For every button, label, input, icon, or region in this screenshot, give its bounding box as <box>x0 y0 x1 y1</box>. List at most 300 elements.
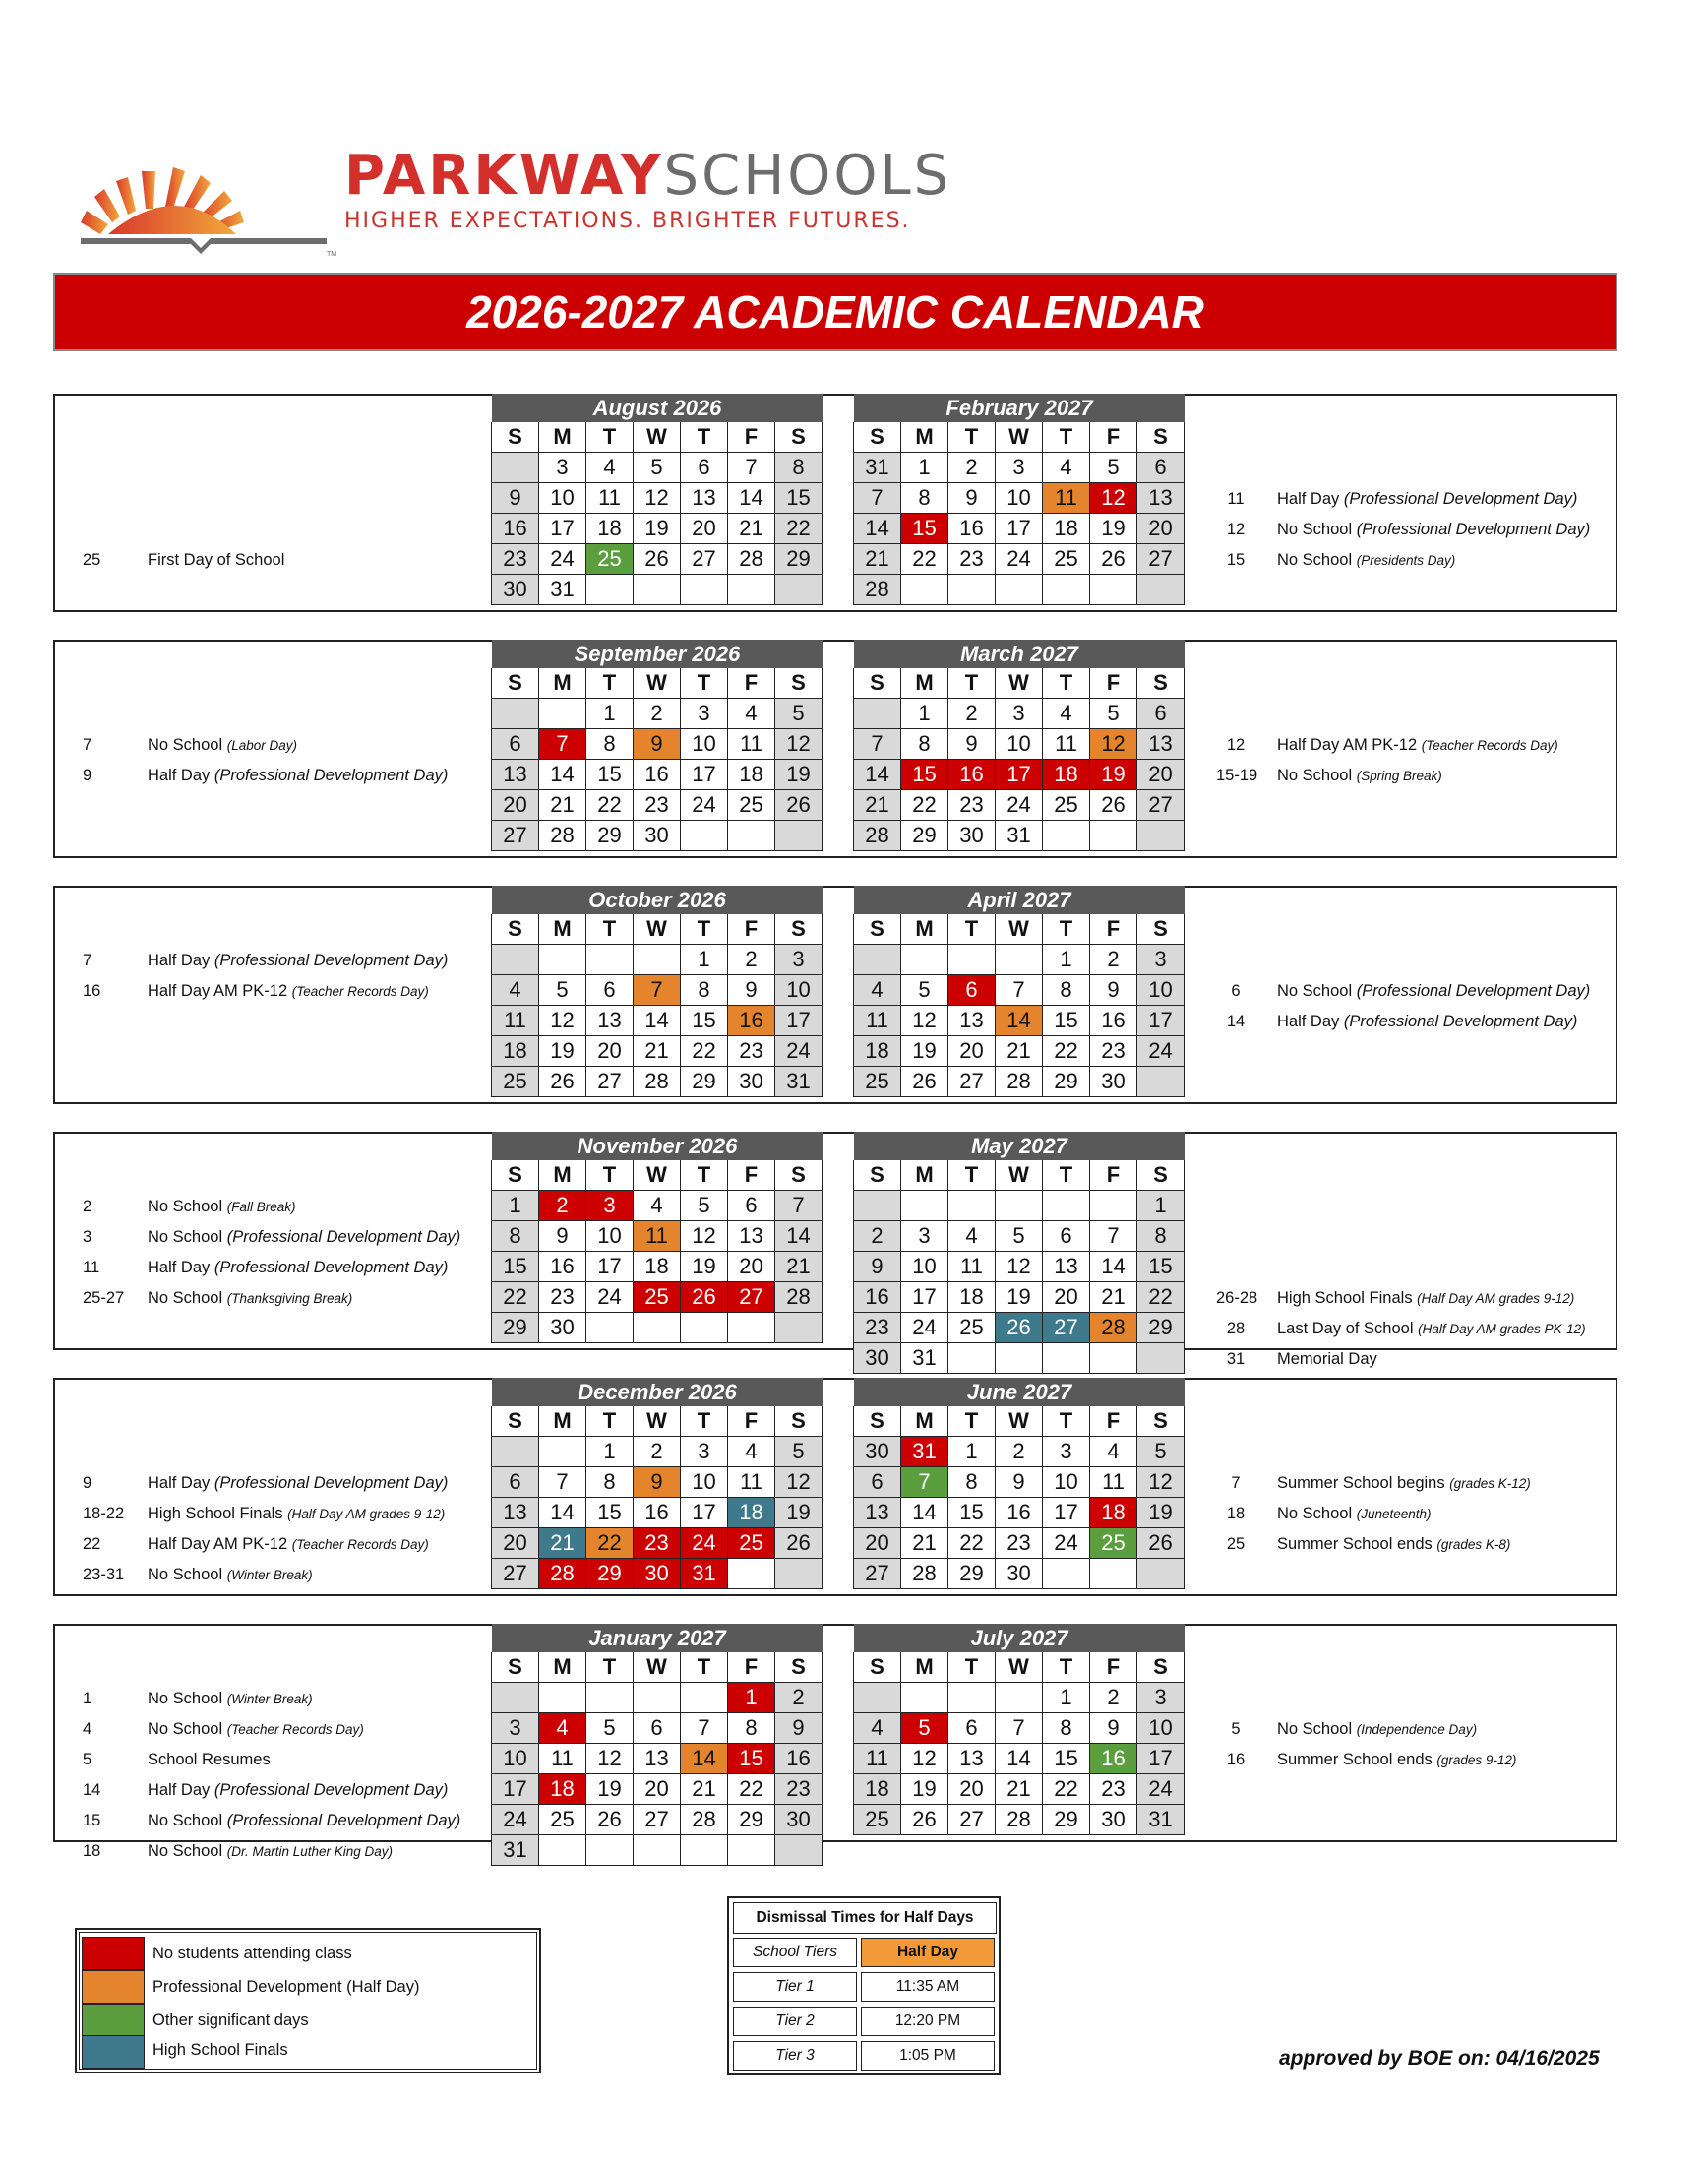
day-cell: 15 <box>947 1498 996 1528</box>
day-cell: 12 <box>774 1467 823 1498</box>
empty-day-cell <box>774 575 823 605</box>
weekday-header: F <box>727 1652 775 1683</box>
day-cell: 27 <box>947 1805 996 1835</box>
day-cell: 2 <box>1089 945 1137 975</box>
empty-day-cell <box>727 821 775 851</box>
legend-label: No students attending class <box>152 1945 352 1962</box>
note-date: 25 <box>83 551 101 569</box>
day-cell: 21 <box>853 544 901 575</box>
day-cell: 20 <box>1136 514 1185 544</box>
weekday-header: F <box>1089 668 1137 699</box>
month-calendar <box>854 1132 1185 1374</box>
day-cell: 27 <box>727 1282 775 1313</box>
day-cell: 20 <box>853 1528 901 1559</box>
day-cell: 29 <box>900 821 948 851</box>
note-label: Half Day <box>1277 490 1340 508</box>
note-text <box>1277 1529 1510 1560</box>
note-text <box>148 1836 393 1867</box>
calendar-note <box>83 1806 575 1836</box>
day-cell: 30 <box>727 1067 775 1097</box>
note-date: 5 <box>83 1751 92 1768</box>
note-detail: (Dr. Martin Luther King Day) <box>226 1844 394 1859</box>
legend-swatch-teal <box>82 2035 145 2069</box>
note-detail: (Professional Development Day) <box>214 1781 449 1799</box>
day-cell: 28 <box>853 575 901 605</box>
day-cell: 9 <box>947 729 996 760</box>
weekday-header: T <box>680 1652 728 1683</box>
day-cell: 3 <box>538 453 586 483</box>
day-cell: 15 <box>1136 1252 1185 1282</box>
note-text <box>1277 1714 1477 1745</box>
day-cell: 18 <box>1089 1498 1137 1528</box>
day-cell: 19 <box>995 1282 1043 1313</box>
day-cell: 9 <box>774 1713 823 1744</box>
empty-day-cell <box>900 1683 948 1713</box>
day-cell: 8 <box>900 729 948 760</box>
day-cell: 24 <box>1136 1036 1185 1067</box>
note-date: 7 <box>83 952 92 969</box>
day-cell: 5 <box>995 1221 1043 1252</box>
day-cell: 11 <box>853 1006 901 1036</box>
day-cell: 6 <box>727 1191 775 1221</box>
day-cell: 13 <box>680 483 728 514</box>
day-cell: 29 <box>727 1805 775 1835</box>
note-detail: (Professional Development Day) <box>1356 521 1591 538</box>
day-cell: 18 <box>538 1774 586 1805</box>
day-cell: 27 <box>1042 1313 1090 1343</box>
note-detail: (Half Day AM grades 9-12) <box>287 1507 446 1521</box>
day-cell: 4 <box>1042 453 1090 483</box>
note-detail: (Teacher Records Day) <box>291 984 429 999</box>
day-cell: 27 <box>853 1559 901 1589</box>
note-label: Half Day <box>148 1259 211 1276</box>
day-cell: 5 <box>1089 453 1137 483</box>
weekday-header: F <box>1089 422 1137 453</box>
note-label: Summer School begins <box>1277 1474 1445 1492</box>
note-detail: (Professional Development Day) <box>214 952 449 969</box>
day-cell: 22 <box>1042 1774 1090 1805</box>
day-cell: 3 <box>491 1713 539 1744</box>
weekday-header: S <box>774 1406 823 1437</box>
note-detail: (Professional Development Day) <box>1343 1013 1578 1030</box>
day-cell: 26 <box>633 544 681 575</box>
day-cell: 19 <box>1136 1498 1185 1528</box>
day-cell: 14 <box>538 1498 586 1528</box>
calendar-note <box>83 761 575 791</box>
day-cell: 3 <box>585 1191 634 1221</box>
day-cell: 17 <box>1136 1744 1185 1774</box>
weekday-header: W <box>633 914 681 945</box>
note-label: No School <box>1277 521 1353 538</box>
day-cell: 5 <box>1136 1437 1185 1467</box>
weekday-header: T <box>680 422 728 453</box>
note-label: No School <box>1277 982 1353 1000</box>
day-cell: 28 <box>538 1559 586 1589</box>
weekday-header: M <box>900 914 948 945</box>
day-cell: 8 <box>585 1467 634 1498</box>
empty-day-cell <box>774 1559 823 1589</box>
weekday-header: W <box>633 668 681 699</box>
day-cell: 25 <box>727 1528 775 1559</box>
month-title: October 2026 <box>492 886 823 914</box>
empty-day-cell <box>853 1191 901 1221</box>
note-date: 16 <box>1226 1751 1246 1768</box>
day-cell: 15 <box>491 1252 539 1282</box>
weekday-header: W <box>995 914 1043 945</box>
weekday-header: T <box>947 1406 996 1437</box>
day-cell: 18 <box>633 1252 681 1282</box>
weekday-header: T <box>947 914 996 945</box>
day-cell: 4 <box>585 453 634 483</box>
day-cell: 23 <box>947 790 996 821</box>
day-grid <box>854 699 1185 851</box>
day-cell: 21 <box>774 1252 823 1282</box>
legend-row-no-school <box>80 1937 536 1970</box>
day-cell: 24 <box>538 544 586 575</box>
empty-day-cell <box>900 575 948 605</box>
note-label: Memorial Day <box>1277 1350 1377 1368</box>
weekday-header: F <box>1089 1160 1137 1191</box>
day-cell: 14 <box>853 514 901 544</box>
day-cell: 23 <box>853 1313 901 1343</box>
note-detail: (Teacher Records Day) <box>291 1537 429 1552</box>
note-date: 18 <box>83 1842 101 1860</box>
note-detail: (Labor Day) <box>226 738 298 753</box>
day-cell: 8 <box>727 1713 775 1744</box>
month-title: March 2027 <box>854 640 1185 668</box>
day-cell: 24 <box>491 1805 539 1835</box>
weekday-header: S <box>1136 1406 1185 1437</box>
note-date: 25-27 <box>83 1289 125 1307</box>
weekday-header: S <box>1136 1652 1185 1683</box>
empty-day-cell <box>1136 821 1185 851</box>
day-cell: 11 <box>633 1221 681 1252</box>
day-cell: 16 <box>633 760 681 790</box>
day-cell: 24 <box>995 544 1043 575</box>
day-cell: 5 <box>774 699 823 729</box>
day-cell: 6 <box>491 1467 539 1498</box>
calendar-note <box>83 1560 575 1590</box>
day-cell: 10 <box>585 1221 634 1252</box>
day-cell: 12 <box>585 1744 634 1774</box>
day-cell: 17 <box>491 1774 539 1805</box>
calendar-note <box>1216 976 1708 1007</box>
empty-day-cell <box>1089 1559 1137 1589</box>
note-text <box>148 1745 271 1775</box>
day-cell: 14 <box>727 483 775 514</box>
day-cell: 10 <box>995 483 1043 514</box>
note-label: Half Day AM PK-12 <box>148 1535 288 1553</box>
day-grid <box>854 1683 1185 1835</box>
weekday-header: T <box>585 668 634 699</box>
day-cell: 19 <box>585 1774 634 1805</box>
day-cell: 4 <box>727 699 775 729</box>
day-cell: 28 <box>680 1805 728 1835</box>
calendar-note <box>1216 1283 1708 1314</box>
day-cell: 21 <box>995 1036 1043 1067</box>
legend-swatch-orange <box>82 1970 145 2004</box>
empty-day-cell <box>680 1313 728 1343</box>
day-cell: 6 <box>585 975 634 1006</box>
day-cell: 22 <box>900 544 948 575</box>
day-cell: 4 <box>1042 699 1090 729</box>
day-cell: 28 <box>633 1067 681 1097</box>
day-cell: 8 <box>900 483 948 514</box>
brand-tagline: HIGHER EXPECTATIONS. BRIGHTER FUTURES. <box>344 209 911 233</box>
day-cell: 14 <box>853 760 901 790</box>
weekday-header: W <box>995 1652 1043 1683</box>
empty-day-cell <box>491 699 539 729</box>
day-cell: 17 <box>680 760 728 790</box>
empty-day-cell <box>947 945 996 975</box>
day-cell: 10 <box>680 729 728 760</box>
day-cell: 15 <box>585 1498 634 1528</box>
weekday-header-row <box>854 1652 1185 1683</box>
calendar-note <box>1216 515 1708 545</box>
day-cell: 30 <box>1089 1067 1137 1097</box>
day-cell: 8 <box>491 1221 539 1252</box>
day-cell: 21 <box>538 790 586 821</box>
note-label: Last Day of School <box>1277 1320 1414 1337</box>
day-cell: 5 <box>633 453 681 483</box>
day-cell: 21 <box>633 1036 681 1067</box>
weekday-header: T <box>680 1406 728 1437</box>
empty-day-cell <box>538 1437 586 1467</box>
day-cell: 9 <box>995 1467 1043 1498</box>
note-detail: (Presidents Day) <box>1356 553 1456 568</box>
note-text <box>1277 545 1455 576</box>
empty-day-cell <box>853 1683 901 1713</box>
calendar-title-bar <box>53 273 1617 351</box>
calendar-note <box>1216 1745 1708 1775</box>
day-cell: 30 <box>853 1343 901 1374</box>
weekday-header: S <box>491 1160 539 1191</box>
day-cell: 22 <box>491 1282 539 1313</box>
day-cell: 10 <box>680 1467 728 1498</box>
day-cell: 29 <box>585 821 634 851</box>
note-date: 28 <box>1226 1320 1246 1337</box>
calendar-note <box>83 1499 575 1529</box>
day-cell: 13 <box>633 1744 681 1774</box>
day-cell: 26 <box>585 1805 634 1835</box>
calendar-note <box>83 1836 575 1867</box>
weekday-header: M <box>900 1160 948 1191</box>
day-cell: 17 <box>995 760 1043 790</box>
day-cell: 25 <box>947 1313 996 1343</box>
day-cell: 19 <box>1089 760 1137 790</box>
day-cell: 24 <box>680 790 728 821</box>
note-label: No School <box>1277 1720 1353 1738</box>
month-title: May 2027 <box>854 1132 1185 1160</box>
day-cell: 26 <box>900 1067 948 1097</box>
day-cell: 28 <box>900 1559 948 1589</box>
day-cell: 4 <box>491 975 539 1006</box>
day-cell: 20 <box>1042 1282 1090 1313</box>
note-label: Summer School ends <box>1277 1535 1433 1553</box>
note-detail: (Fall Break) <box>226 1200 296 1214</box>
legend-swatch-red <box>82 1937 145 1970</box>
day-cell: 31 <box>680 1559 728 1589</box>
day-cell: 13 <box>947 1744 996 1774</box>
weekday-header: M <box>538 422 586 453</box>
empty-day-cell <box>995 575 1043 605</box>
note-text <box>148 1775 448 1806</box>
calendar-note <box>1216 1714 1708 1745</box>
calendar-note <box>1216 545 1708 576</box>
day-cell: 25 <box>727 790 775 821</box>
weekday-header: S <box>853 1406 901 1437</box>
day-cell: 28 <box>995 1805 1043 1835</box>
day-cell: 1 <box>947 1437 996 1467</box>
empty-day-cell <box>585 1683 634 1713</box>
day-cell: 1 <box>727 1683 775 1713</box>
day-cell: 31 <box>900 1437 948 1467</box>
note-text <box>1277 484 1577 515</box>
day-cell: 19 <box>900 1774 948 1805</box>
weekday-header-row <box>492 1160 823 1191</box>
day-cell: 2 <box>727 945 775 975</box>
day-cell: 5 <box>774 1437 823 1467</box>
note-text <box>1277 1468 1531 1499</box>
calendar-note <box>83 1684 575 1714</box>
day-cell: 26 <box>774 790 823 821</box>
day-cell: 9 <box>853 1252 901 1282</box>
weekday-header: T <box>680 914 728 945</box>
note-label: Half Day <box>148 952 211 969</box>
note-label: High School Finals <box>148 1505 283 1522</box>
note-label: Half Day <box>148 1474 211 1492</box>
day-cell: 31 <box>774 1067 823 1097</box>
day-cell: 30 <box>853 1437 901 1467</box>
day-cell: 29 <box>947 1559 996 1589</box>
day-cell: 29 <box>680 1067 728 1097</box>
calendar-note <box>1216 1529 1708 1560</box>
day-cell: 22 <box>727 1774 775 1805</box>
day-cell: 27 <box>633 1805 681 1835</box>
calendar-note <box>83 1222 575 1253</box>
day-cell: 14 <box>1089 1252 1137 1282</box>
day-cell: 11 <box>1042 729 1090 760</box>
day-cell: 8 <box>1042 1713 1090 1744</box>
calendar-note <box>83 1775 575 1806</box>
note-detail: (Juneteenth) <box>1356 1507 1432 1521</box>
calendar-note <box>83 545 575 576</box>
weekday-header: T <box>585 914 634 945</box>
day-cell: 19 <box>538 1036 586 1067</box>
note-date: 3 <box>83 1228 92 1246</box>
day-cell: 7 <box>774 1191 823 1221</box>
svg-text:TM: TM <box>327 251 337 258</box>
day-cell: 30 <box>538 1313 586 1343</box>
day-cell: 14 <box>995 1006 1043 1036</box>
calendar-note <box>83 1714 575 1745</box>
day-cell: 31 <box>853 453 901 483</box>
note-date: 9 <box>83 1474 92 1492</box>
day-cell: 19 <box>900 1036 948 1067</box>
day-cell: 26 <box>774 1528 823 1559</box>
dismissal-row <box>733 1972 995 2002</box>
weekday-header: S <box>491 422 539 453</box>
day-cell: 10 <box>491 1744 539 1774</box>
day-cell: 12 <box>680 1221 728 1252</box>
note-label: First Day of School <box>148 551 285 569</box>
empty-day-cell <box>995 1191 1043 1221</box>
note-detail: (Professional Development Day) <box>214 1259 449 1276</box>
weekday-header: F <box>1089 1406 1137 1437</box>
weekday-header: S <box>853 1160 901 1191</box>
day-cell: 4 <box>853 1713 901 1744</box>
day-cell: 12 <box>774 729 823 760</box>
day-cell: 27 <box>947 1067 996 1097</box>
calendar-note <box>83 1529 575 1560</box>
day-cell: 11 <box>1042 483 1090 514</box>
day-cell: 20 <box>727 1252 775 1282</box>
day-cell: 25 <box>538 1805 586 1835</box>
day-cell: 18 <box>727 1498 775 1528</box>
day-cell: 14 <box>774 1221 823 1252</box>
day-cell: 3 <box>995 453 1043 483</box>
note-text <box>148 1222 460 1253</box>
weekday-header: M <box>538 1160 586 1191</box>
dismissal-title: Dismissal Times for Half Days <box>733 1902 997 1934</box>
day-cell: 7 <box>727 453 775 483</box>
month-title: July 2027 <box>854 1624 1185 1652</box>
day-cell: 8 <box>774 453 823 483</box>
day-cell: 16 <box>1089 1744 1137 1774</box>
weekday-header: S <box>774 1160 823 1191</box>
day-cell: 5 <box>538 975 586 1006</box>
day-cell: 24 <box>1042 1528 1090 1559</box>
weekday-header: T <box>680 668 728 699</box>
day-grid <box>854 945 1185 1097</box>
day-cell: 3 <box>1136 1683 1185 1713</box>
weekday-header: S <box>853 914 901 945</box>
weekday-header: T <box>585 1160 634 1191</box>
day-cell: 7 <box>538 1467 586 1498</box>
day-cell: 28 <box>853 821 901 851</box>
day-cell: 15 <box>774 483 823 514</box>
day-cell: 22 <box>585 1528 634 1559</box>
empty-day-cell <box>585 945 634 975</box>
weekday-header: S <box>774 422 823 453</box>
dismissal-col-header: Half Day <box>861 1938 995 1967</box>
day-cell: 22 <box>774 514 823 544</box>
day-cell: 9 <box>947 483 996 514</box>
day-cell: 16 <box>947 514 996 544</box>
day-cell: 15 <box>1042 1006 1090 1036</box>
weekday-header-row <box>492 1652 823 1683</box>
weekday-header: S <box>1136 914 1185 945</box>
day-cell: 6 <box>633 1713 681 1744</box>
dismissal-row <box>733 2041 995 2071</box>
calendar-note <box>1216 1314 1708 1344</box>
day-cell: 18 <box>727 760 775 790</box>
empty-day-cell <box>900 1191 948 1221</box>
day-cell: 26 <box>995 1313 1043 1343</box>
day-cell: 7 <box>1089 1221 1137 1252</box>
day-cell: 7 <box>853 483 901 514</box>
empty-day-cell <box>1042 575 1090 605</box>
weekday-header: W <box>633 422 681 453</box>
day-cell: 21 <box>538 1528 586 1559</box>
day-cell: 15 <box>900 514 948 544</box>
day-cell: 19 <box>774 760 823 790</box>
day-cell: 9 <box>1089 1713 1137 1744</box>
note-label: No School <box>148 1842 223 1860</box>
day-cell: 29 <box>774 544 823 575</box>
day-cell: 3 <box>995 699 1043 729</box>
day-cell: 27 <box>1136 790 1185 821</box>
